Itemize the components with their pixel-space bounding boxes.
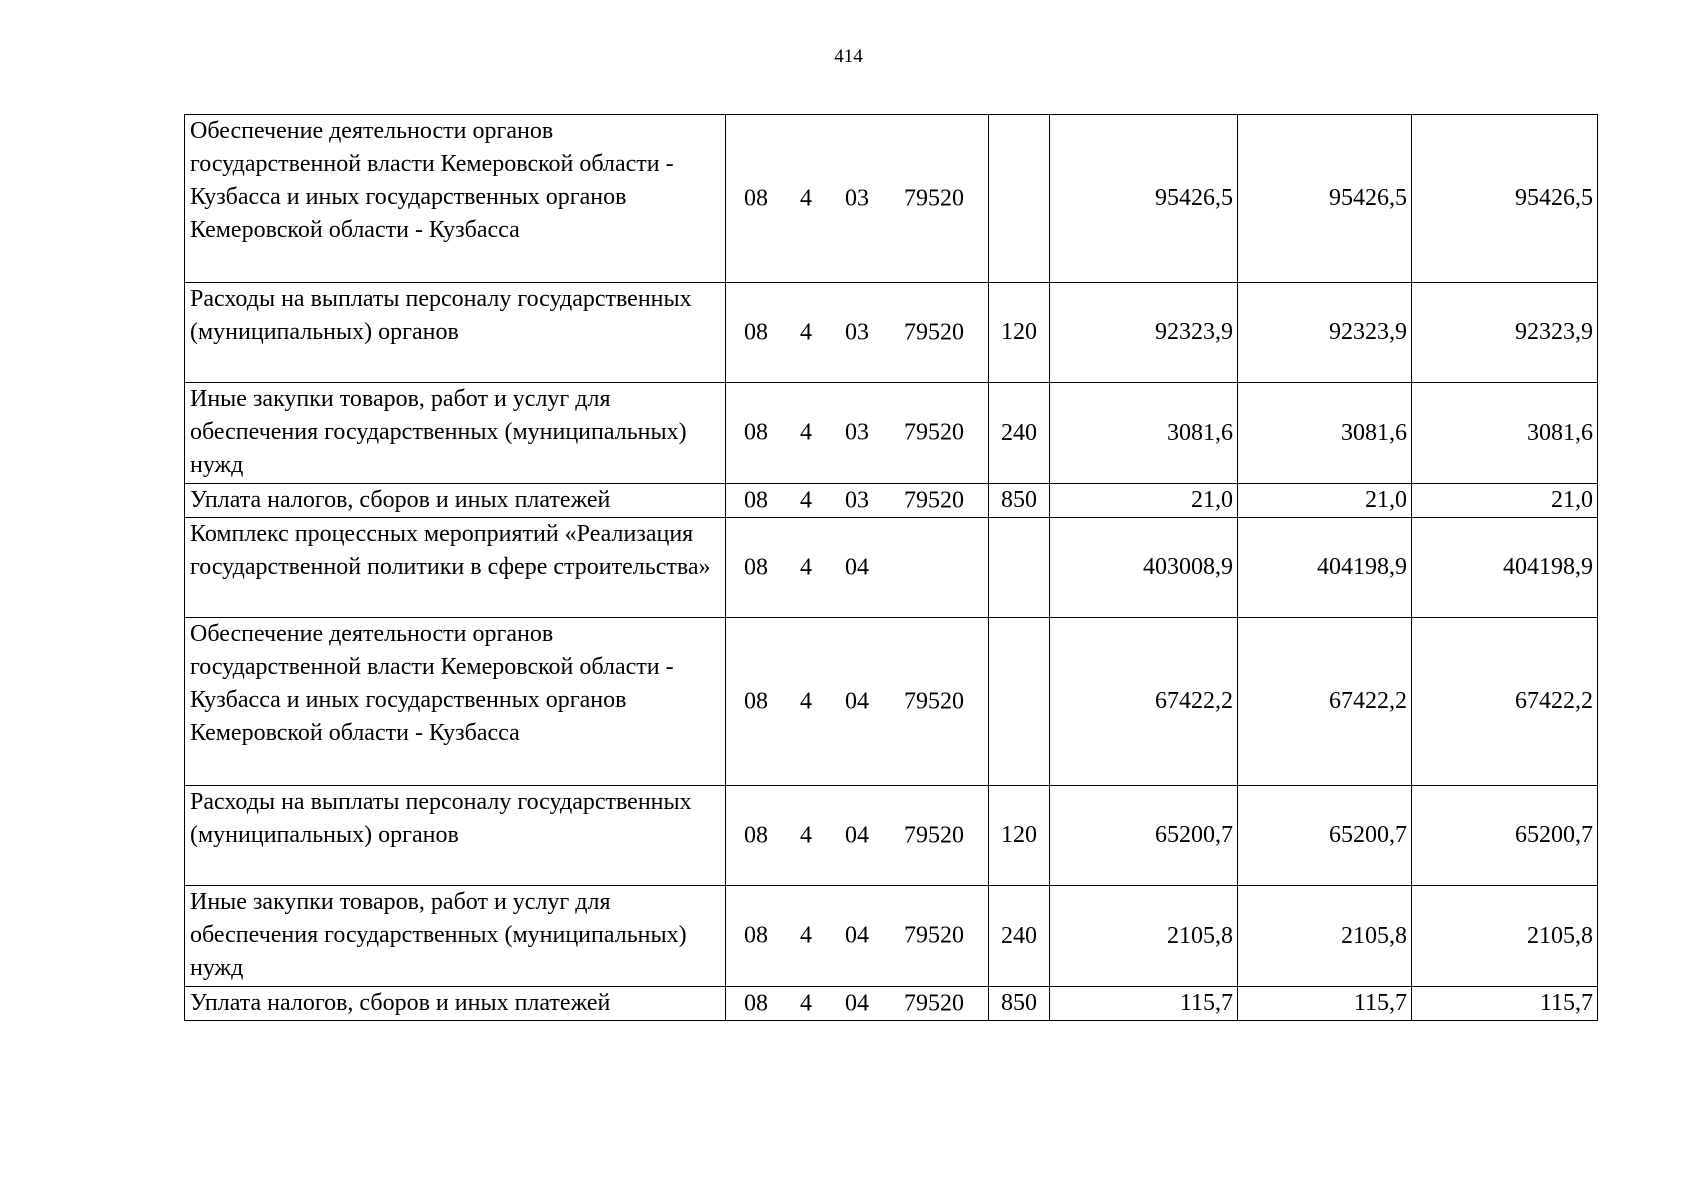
amount-year-2: 115,7: [1238, 987, 1412, 1021]
table-row: [185, 484, 1598, 518]
amount-year-1: 3081,6: [1050, 383, 1238, 484]
row-name: Расходы на выплаты персоналу государственных (муниципальных) органов: [185, 786, 726, 886]
subprogram-code: 04: [845, 822, 869, 848]
row-name: Расходы на выплаты персоналу государственных (муниципальных) органов: [185, 283, 726, 383]
subprogram-code: 03: [845, 319, 869, 345]
amount-year-3: 3081,6: [1412, 383, 1598, 484]
program-code: 4: [800, 990, 812, 1016]
row-name: Обеспечение деятельности органов государственной власти Кемеровской области - Кузбасса и иных государственных органов Кемеровской области - Кузбасса: [185, 618, 726, 786]
expense-type-code: [989, 618, 1050, 786]
razdel-code: 08: [744, 319, 768, 345]
table-row: [185, 115, 1598, 283]
direction-code: 79520: [904, 688, 964, 714]
razdel-code: 08: [744, 185, 768, 211]
amount-year-1: 403008,9: [1050, 518, 1238, 618]
target-article-codes: [726, 618, 989, 786]
amount-year-2: 3081,6: [1238, 383, 1412, 484]
row-name: Уплата налогов, сборов и иных платежей: [185, 484, 726, 518]
amount-year-1: 92323,9: [1050, 283, 1238, 383]
table-row: [185, 283, 1598, 383]
program-code: 4: [800, 185, 812, 211]
target-article-codes: [726, 786, 989, 886]
direction-code: 79520: [904, 419, 964, 446]
target-article-codes: [726, 383, 989, 484]
program-code: 4: [800, 822, 812, 848]
program-code: 4: [800, 419, 812, 446]
expense-type-code: 120: [989, 283, 1050, 383]
amount-year-2: 67422,2: [1238, 618, 1412, 786]
amount-year-1: 2105,8: [1050, 886, 1238, 987]
table-row: [185, 618, 1598, 786]
amount-year-2: 95426,5: [1238, 115, 1412, 283]
subprogram-code: 04: [845, 990, 869, 1016]
subprogram-code: 03: [845, 487, 869, 513]
expense-type-code: [989, 518, 1050, 618]
amount-year-1: 67422,2: [1050, 618, 1238, 786]
table-row: [185, 987, 1598, 1021]
amount-year-1: 21,0: [1050, 484, 1238, 518]
expense-type-code: 240: [989, 886, 1050, 987]
table-row: [185, 786, 1598, 886]
program-code: 4: [800, 554, 812, 580]
row-name: Комплекс процессных мероприятий «Реализация государственной политики в сфере строительства»: [185, 518, 726, 618]
target-article-codes: [726, 484, 989, 518]
row-name: Иные закупки товаров, работ и услуг для обеспечения государственных (муниципальных) нужд: [185, 886, 726, 987]
table-row: [185, 518, 1598, 618]
razdel-code: 08: [744, 554, 768, 580]
amount-year-1: 95426,5: [1050, 115, 1238, 283]
razdel-code: 08: [744, 822, 768, 848]
amount-year-2: 65200,7: [1238, 786, 1412, 886]
razdel-code: 08: [744, 990, 768, 1016]
subprogram-code: 03: [845, 419, 869, 446]
row-name: Иные закупки товаров, работ и услуг для обеспечения государственных (муниципальных) нужд: [185, 383, 726, 484]
amount-year-2: 21,0: [1238, 484, 1412, 518]
page-number: 414: [834, 46, 863, 67]
expense-type-code: 850: [989, 484, 1050, 518]
amount-year-3: 95426,5: [1412, 115, 1598, 283]
amount-year-2: 404198,9: [1238, 518, 1412, 618]
expense-type-code: [989, 115, 1050, 283]
razdel-code: 08: [744, 688, 768, 714]
expense-type-code: 120: [989, 786, 1050, 886]
amount-year-3: 67422,2: [1412, 618, 1598, 786]
subprogram-code: 04: [845, 688, 869, 714]
expense-type-code: 850: [989, 987, 1050, 1021]
target-article-codes: [726, 115, 989, 283]
amount-year-3: 92323,9: [1412, 283, 1598, 383]
budget-table: [184, 114, 1598, 1021]
direction-code: 79520: [904, 922, 964, 949]
subprogram-code: 04: [845, 922, 869, 949]
program-code: 4: [800, 319, 812, 345]
target-article-codes: [726, 987, 989, 1021]
amount-year-3: 2105,8: [1412, 886, 1598, 987]
direction-code: 79520: [904, 822, 964, 848]
amount-year-3: 404198,9: [1412, 518, 1598, 618]
amount-year-1: 65200,7: [1050, 786, 1238, 886]
amount-year-3: 115,7: [1412, 987, 1598, 1021]
row-name: Обеспечение деятельности органов государственной власти Кемеровской области - Кузбасса и иных государственных органов Кемеровской области - Кузбасса: [185, 115, 726, 283]
target-article-codes: [726, 886, 989, 987]
subprogram-code: 03: [845, 185, 869, 211]
direction-code: 79520: [904, 487, 964, 513]
target-article-codes: [726, 283, 989, 383]
razdel-code: 08: [744, 487, 768, 513]
razdel-code: 08: [744, 419, 768, 446]
amount-year-1: 115,7: [1050, 987, 1238, 1021]
direction-code: 79520: [904, 319, 964, 345]
target-article-codes: [726, 518, 989, 618]
direction-code: 79520: [904, 990, 964, 1016]
program-code: 4: [800, 922, 812, 949]
table-row: [185, 383, 1598, 484]
amount-year-2: 2105,8: [1238, 886, 1412, 987]
subprogram-code: 04: [845, 554, 869, 580]
amount-year-3: 21,0: [1412, 484, 1598, 518]
expense-type-code: 240: [989, 383, 1050, 484]
direction-code: 79520: [904, 185, 964, 211]
program-code: 4: [800, 688, 812, 714]
table-row: [185, 886, 1598, 987]
razdel-code: 08: [744, 922, 768, 949]
program-code: 4: [800, 487, 812, 513]
row-name: Уплата налогов, сборов и иных платежей: [185, 987, 726, 1021]
amount-year-3: 65200,7: [1412, 786, 1598, 886]
amount-year-2: 92323,9: [1238, 283, 1412, 383]
